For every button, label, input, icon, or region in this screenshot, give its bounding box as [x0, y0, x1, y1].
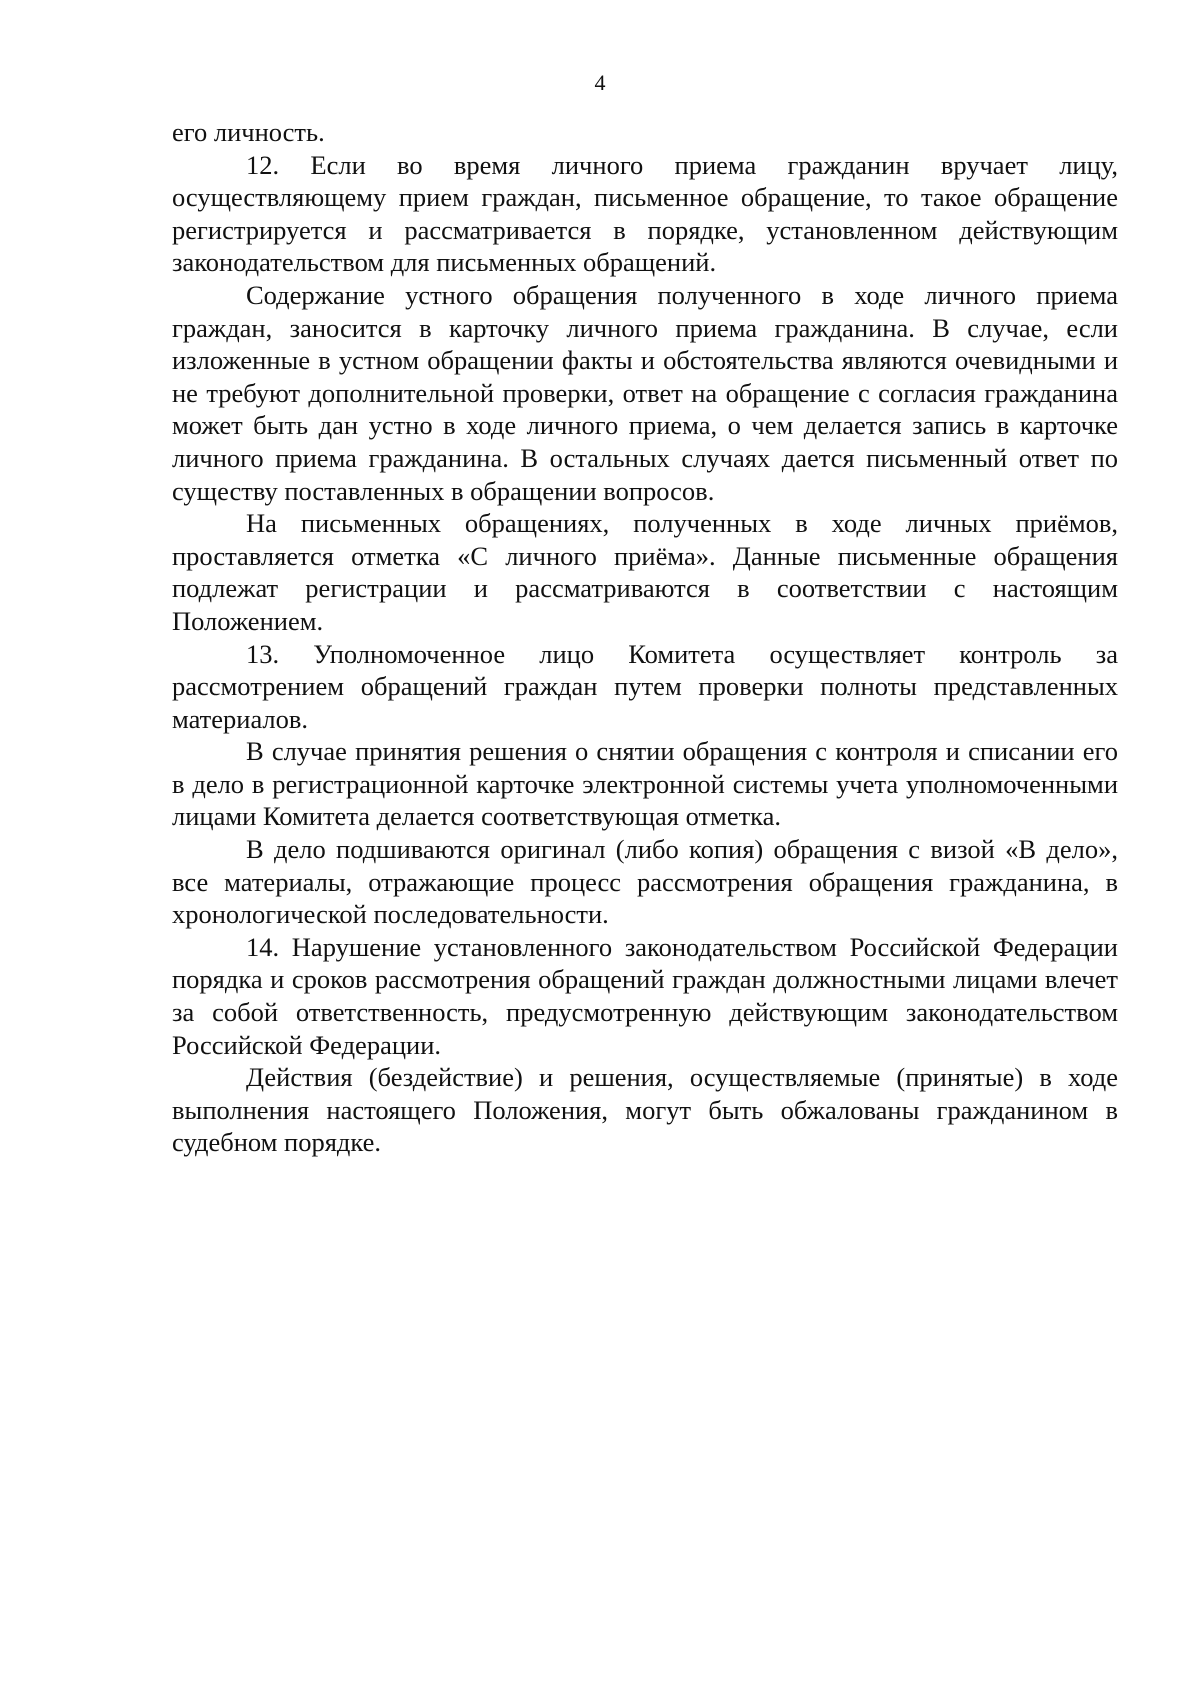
paragraph-9: Действия (бездействие) и решения, осуществляемые (принятые) в ходе выполнения настоящего Положения, могут быть обжалованы гражданином в судебном порядке. [172, 1062, 1118, 1158]
paragraph-5: 13. Уполномоченное лицо Комитета осуществляет контроль за рассмотрением обращений граждан путем проверки полноты представленных материалов. [172, 638, 1118, 734]
paragraph-6: В случае принятия решения о снятии обращения с контроля и списании его в дело в регистрационной карточке электронной системы учета уполномоченными лицами Комитета делается соответствующая отметка. [172, 736, 1118, 832]
document-body [172, 116, 1118, 1159]
paragraph-1: его личность. [172, 117, 325, 147]
page-number: 4 [594, 70, 606, 95]
paragraph-3: Содержание устного обращения полученного в ходе личного приема граждан, заносится в карточку личного приема гражданина. В случае, если изложенные в устном обращении факты и обстоятельства являются очевидными и не требуют дополнительной проверки, ответ на обращение с согласия гражданина может быть дан устно в ходе личного приема, о чем делается запись в карточке личного приема гражданина. В остальных случаях дается письменный ответ по существу поставленных в обращении вопросов. [172, 279, 1118, 506]
paragraph-2: 12. Если во время личного приема гражданин вручает лицу, осуществляющему прием граждан, письменное обращение, то такое обращение регистрируется и рассматривается в порядке, установленном действующим законодательством для письменных обращений. [172, 149, 1118, 278]
paragraph-8: 14. Нарушение установленного законодательством Российской Федерации порядка и сроков рассмотрения обращений граждан должностными лицами влечет за собой ответственность, предусмотренную действующим законодательством Российской Федерации. [172, 931, 1118, 1060]
paragraph-7: В дело подшиваются оригинал (либо копия) обращения с визой «В дело», все материалы, отражающие процесс рассмотрения обращения гражданина, в хронологической последовательности. [172, 834, 1118, 930]
paragraph-4: На письменных обращениях, полученных в ходе личных приёмов, проставляется отметка «С личного приёма». Данные письменные обращения подлежат регистрации и рассматриваются в соответствии с настоящим Положением. [172, 508, 1118, 636]
